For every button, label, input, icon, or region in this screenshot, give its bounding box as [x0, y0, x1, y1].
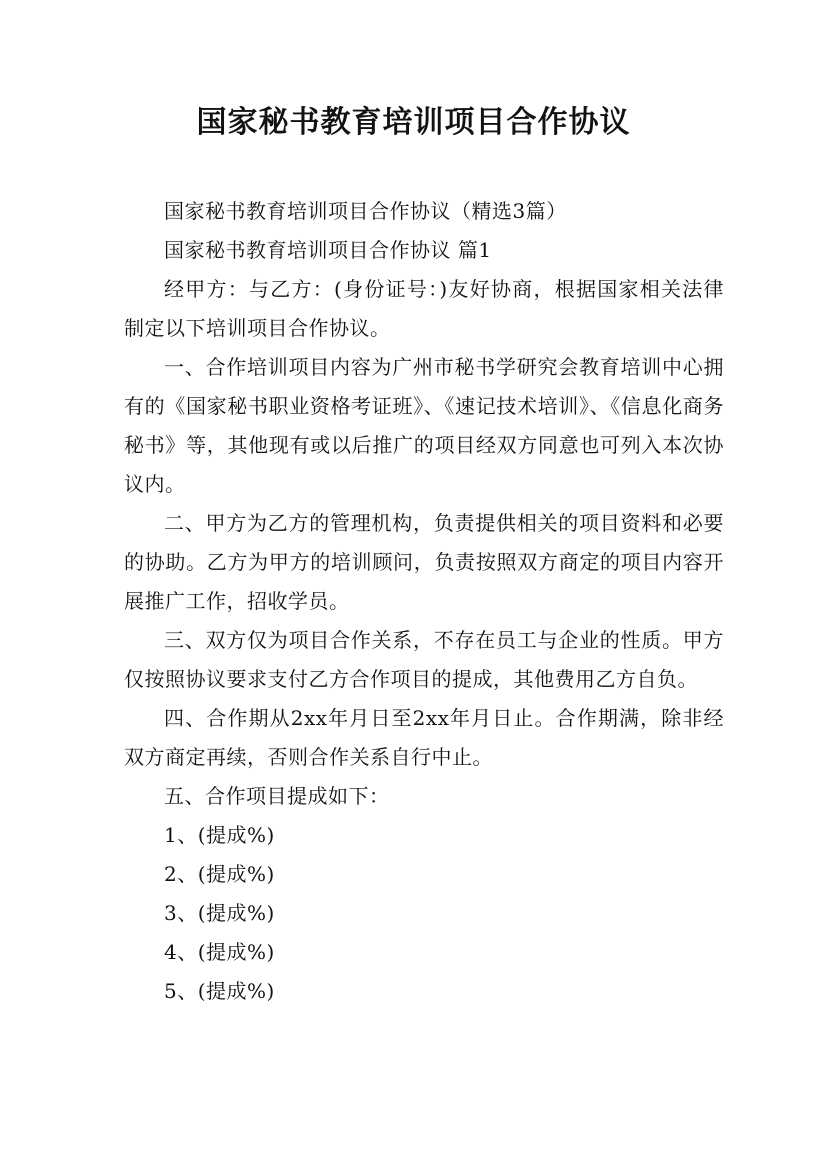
paragraph-subtitle: 国家秘书教育培训项目合作协议（精选3篇） [164, 199, 567, 223]
commission-item-3: 3、(提成%) [164, 901, 275, 925]
commission-item-5: 5、(提成%) [164, 979, 275, 1003]
document-body [124, 192, 724, 1011]
commission-item-2: 2、(提成%) [164, 862, 275, 886]
paragraph-clause-3: 三、双方仅为项目合作关系，不存在员工与企业的性质。甲方仅按照协议要求支付乙方合作项目的提成，其他费用乙方自负。 [124, 628, 724, 691]
paragraph-section-heading: 国家秘书教育培训项目合作协议 篇1 [164, 238, 492, 262]
paragraph-clause-5: 五、合作项目提成如下： [164, 784, 390, 808]
paragraph-clause-1: 一、合作培训项目内容为广州市秘书学研究会教育培训中心拥有的《国家秘书职业资格考证班》、《速记技术培训》、《信息化商务秘书》等，其他现有或以后推广的项目经双方同意也可列入本次协议内。 [124, 355, 724, 496]
document-title: 国家秘书教育培训项目合作协议 [196, 105, 631, 140]
paragraph-clause-4: 四、合作期从2xx年月日至2xx年月日止。合作期满，除非经双方商定再续，否则合作关系自行中止。 [124, 706, 724, 769]
paragraph-intro: 经甲方：与乙方：(身份证号：)友好协商，根据国家相关法律制定以下培训项目合作协议。 [124, 277, 724, 340]
commission-item-4: 4、(提成%) [164, 940, 275, 964]
paragraph-clause-2: 二、甲方为乙方的管理机构，负责提供相关的项目资料和必要的协助。乙方为甲方的培训顾问，负责按照双方商定的项目内容开展推广工作，招收学员。 [124, 511, 724, 613]
commission-item-1: 1、(提成%) [164, 823, 275, 847]
